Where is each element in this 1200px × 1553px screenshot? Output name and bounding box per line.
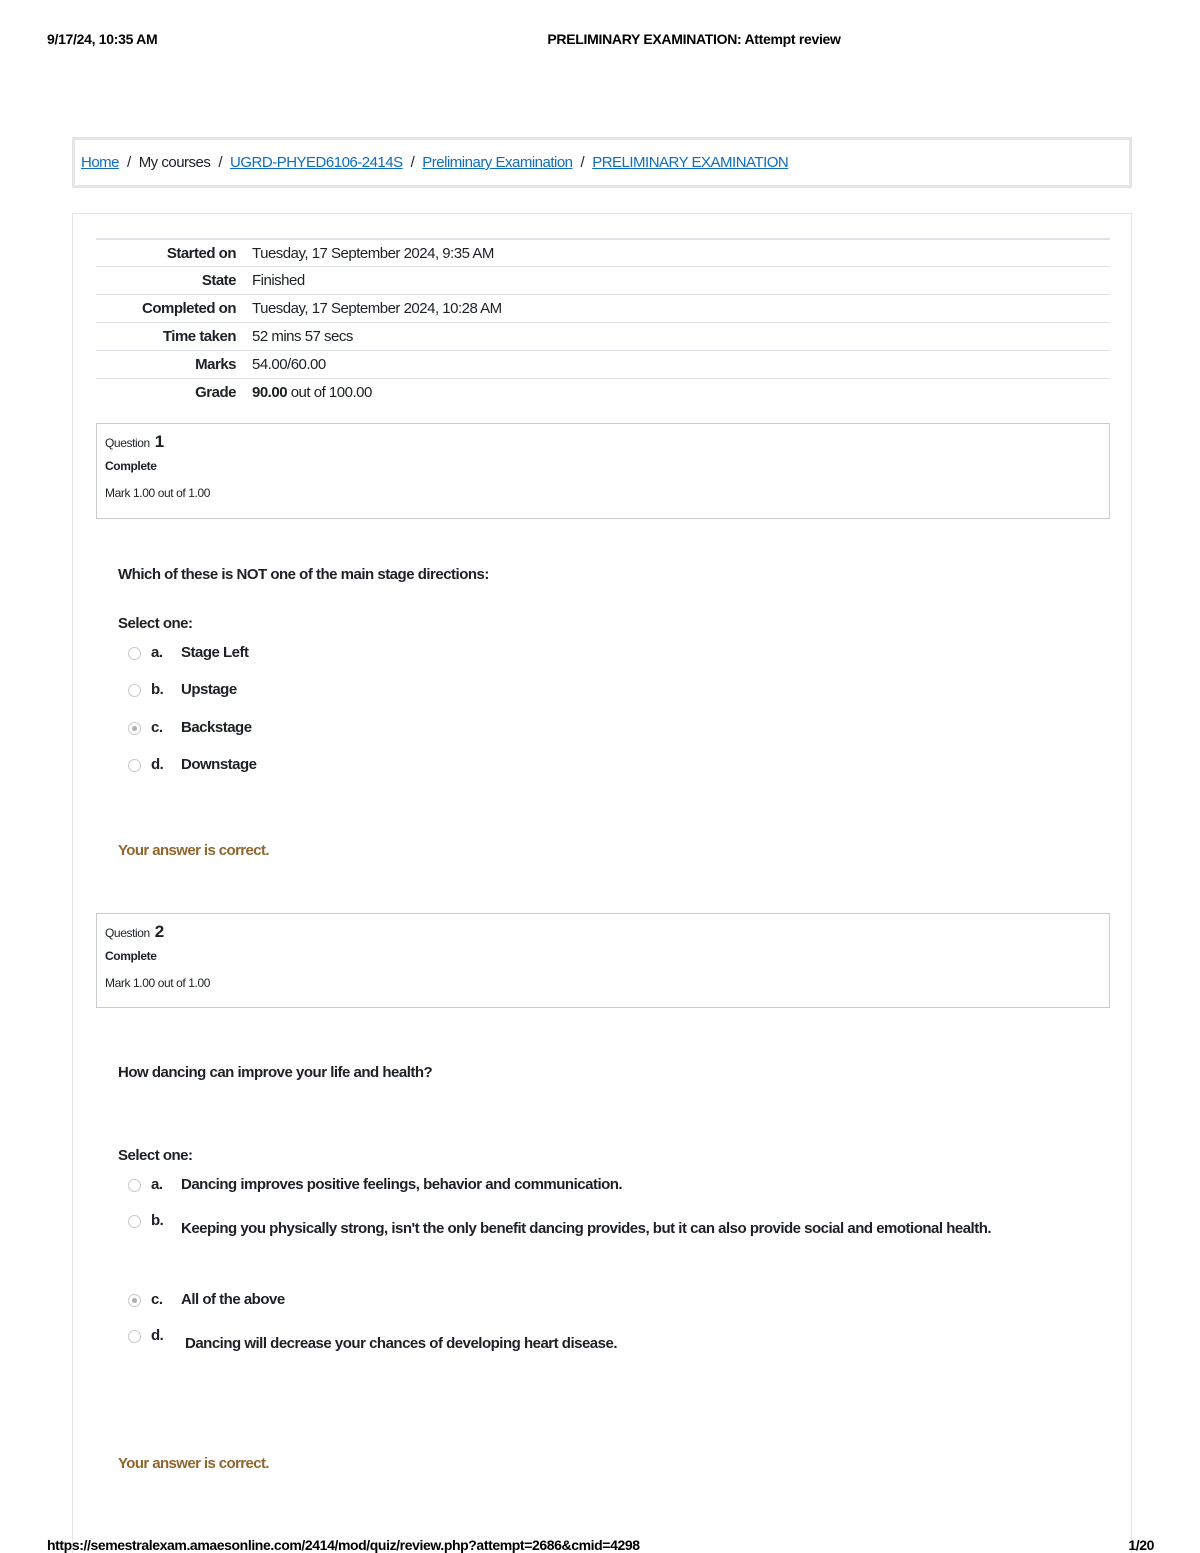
question-number-value: 1 — [154, 432, 164, 451]
question-2-select-label: Select one: — [118, 1147, 193, 1164]
breadcrumb-separator: / — [580, 154, 585, 171]
answer-letter: b. — [151, 681, 164, 698]
question-2-feedback: Your answer is correct. — [118, 1455, 269, 1472]
radio-button[interactable] — [128, 1179, 141, 1192]
answer-text: Dancing will decrease your chances of developing heart disease. — [185, 1335, 617, 1352]
answer-text: Dancing improves positive feelings, behavior and communication. — [181, 1176, 623, 1193]
answer-letter: d. — [151, 1327, 164, 1344]
question-1-answer-b[interactable] — [128, 681, 237, 698]
breadcrumb — [72, 137, 1132, 188]
attempt-summary-table — [96, 238, 1110, 406]
question-number — [105, 922, 1101, 942]
attempt-review-region — [72, 213, 1132, 1553]
print-page-number: 1/20 — [1128, 1537, 1154, 1553]
question-2-answer-b[interactable] — [128, 1212, 991, 1237]
question-grade: Mark 1.00 out of 1.00 — [105, 976, 211, 990]
summary-label: Grade — [195, 384, 236, 401]
breadcrumb-section[interactable]: Preliminary Examination — [422, 154, 573, 171]
print-datetime: 9/17/24, 10:35 AM — [47, 31, 158, 47]
summary-label: Started on — [166, 244, 236, 262]
summary-value: 54.00/60.00 — [252, 356, 326, 373]
answer-text: All of the above — [181, 1291, 285, 1308]
question-2-text: How dancing can improve your life and health? — [118, 1064, 433, 1081]
summary-row-completed — [96, 294, 1110, 322]
breadcrumb-my-courses: My courses — [138, 154, 211, 171]
summary-value: Finished — [252, 272, 305, 289]
question-1-feedback: Your answer is correct. — [118, 842, 269, 859]
answer-text: Upstage — [181, 681, 237, 698]
summary-label: Time taken — [162, 328, 236, 345]
summary-row-started — [96, 238, 1110, 266]
answer-letter: c. — [151, 719, 163, 736]
breadcrumb-separator: / — [218, 154, 223, 171]
radio-button[interactable] — [128, 1215, 141, 1228]
print-title: PRELIMINARY EXAMINATION: Attempt review — [547, 31, 841, 47]
print-header — [0, 31, 1200, 51]
answer-letter: d. — [151, 756, 164, 773]
summary-value — [252, 384, 1110, 401]
answer-letter: a. — [151, 1176, 163, 1193]
question-1-answer-c[interactable] — [128, 719, 252, 736]
question-2-answer-d[interactable] — [128, 1327, 617, 1352]
print-url: https://semestralexam.amaesonline.com/2414/mod/quiz/review.php?attempt=2686&cmid=4298 — [47, 1537, 640, 1553]
question-number-value: 2 — [154, 922, 164, 941]
question-2-answer-c[interactable] — [128, 1291, 285, 1308]
radio-button-selected[interactable] — [128, 722, 141, 735]
question-1-answer-d[interactable] — [128, 756, 257, 773]
summary-value: Tuesday, 17 September 2024, 9:35 AM — [252, 244, 494, 262]
question-state: Complete — [105, 949, 157, 963]
question-1-select-label: Select one: — [118, 615, 193, 632]
answer-letter: b. — [151, 1212, 164, 1229]
question-2-info — [96, 913, 1110, 1008]
question-number — [105, 432, 1101, 452]
summary-row-time-taken — [96, 322, 1110, 350]
radio-button-selected[interactable] — [128, 1294, 141, 1307]
question-1-info — [96, 423, 1110, 519]
summary-row-state — [96, 266, 1110, 294]
summary-label: State — [201, 272, 236, 289]
question-1-answer-a[interactable] — [128, 644, 249, 661]
grade-score: 90.00 — [252, 384, 288, 401]
summary-row-grade — [96, 378, 1110, 406]
answer-letter: c. — [151, 1291, 163, 1308]
question-grade: Mark 1.00 out of 1.00 — [105, 486, 211, 500]
summary-value: Tuesday, 17 September 2024, 10:28 AM — [252, 300, 502, 317]
summary-row-marks — [96, 350, 1110, 378]
breadcrumb-separator: / — [410, 154, 415, 171]
answer-text: Stage Left — [181, 644, 249, 661]
answer-letter: a. — [151, 644, 163, 661]
answer-text: Backstage — [181, 719, 252, 736]
question-state: Complete — [105, 459, 157, 473]
summary-label: Marks — [195, 356, 236, 373]
summary-value: 52 mins 57 secs — [252, 328, 353, 345]
radio-button[interactable] — [128, 647, 141, 660]
breadcrumb-separator: / — [127, 154, 131, 171]
question-prefix: Question — [105, 436, 150, 450]
breadcrumb-course[interactable]: UGRD-PHYED6106-2414S — [230, 154, 403, 171]
radio-button[interactable] — [128, 759, 141, 772]
grade-out-of: out of 100.00 — [287, 384, 372, 401]
answer-text: Keeping you physically strong, isn't the only benefit dancing provides, but it can also provide social and emotional health. — [181, 1220, 992, 1237]
breadcrumb-home[interactable]: Home — [81, 154, 120, 171]
breadcrumb-quiz[interactable]: PRELIMINARY EXAMINATION — [592, 154, 789, 171]
question-2-answer-a[interactable] — [128, 1176, 622, 1193]
question-prefix: Question — [105, 926, 150, 940]
radio-button[interactable] — [128, 1330, 141, 1343]
summary-label: Completed on — [142, 300, 236, 317]
radio-button[interactable] — [128, 684, 141, 697]
answer-text: Downstage — [181, 756, 257, 773]
question-1-text: Which of these is NOT one of the main stage directions: — [118, 566, 489, 583]
